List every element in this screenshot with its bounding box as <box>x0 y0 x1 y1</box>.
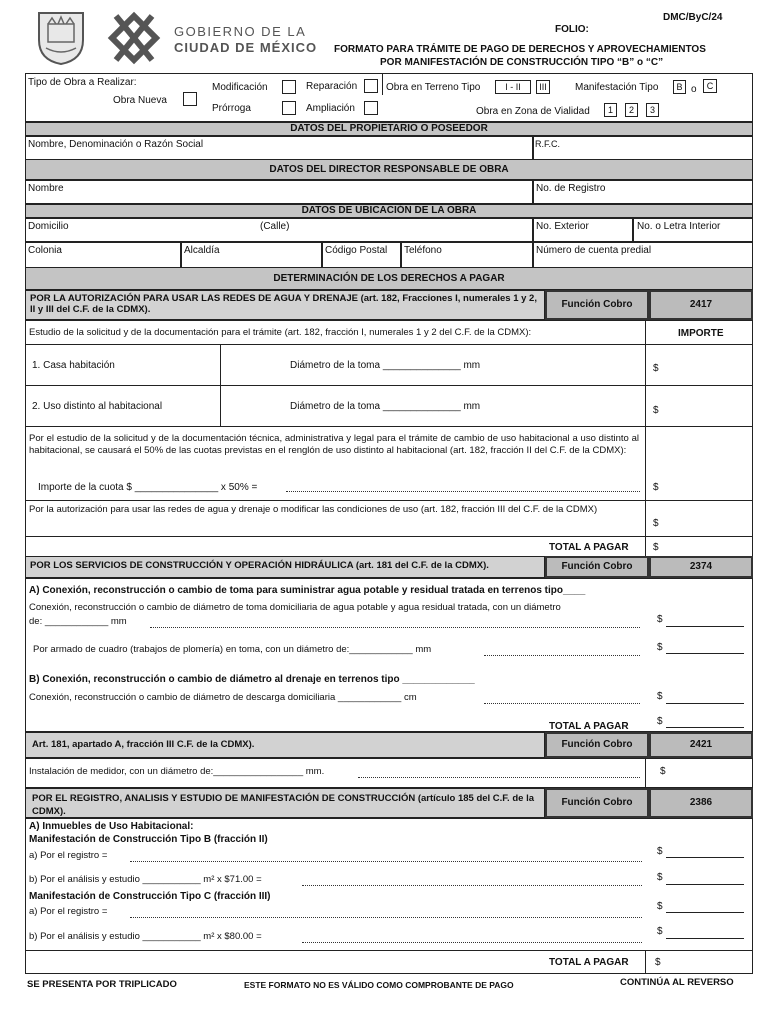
s4-analisis-b-field[interactable]: b) Por el análisis y estudio ___________ m² x $71.00 = <box>29 874 262 885</box>
s4-registro-c: a) Por el registro = <box>29 906 108 917</box>
form-title-2: POR MANIFESTACIÓN DE CONSTRUCCIÓN TIPO “B” o “C” <box>380 57 664 68</box>
s2-funcion-cobro: Función Cobro <box>545 556 649 578</box>
folio-label: FOLIO: <box>555 24 589 35</box>
s1-title: POR LA AUTORIZACIÓN PARA USAR LAS REDES DE AGUA Y DRENAJE (art. 182, Fracciones I, numerales 1 y 2, II y III del C.F. de la CDMX). <box>30 293 537 315</box>
s4-funcion-cobro: Función Cobro <box>545 788 649 818</box>
s1-total-label: TOTAL A PAGAR <box>549 542 629 553</box>
casa-habitacion-label: 1. Casa habitación <box>32 360 115 371</box>
vialidad-1-box[interactable]: 1 <box>604 103 617 117</box>
director-header: DATOS DEL DIRECTOR RESPONSABLE DE OBRA <box>25 160 753 180</box>
s3-dollar: $ <box>660 766 666 777</box>
s2-dollar-3: $ <box>657 691 663 702</box>
ubicacion-header: DATOS DE UBICACIÓN DE LA OBRA <box>25 204 753 218</box>
terreno-tipo-3-box[interactable]: III <box>536 80 550 94</box>
domicilio-label: Domicilio <box>28 221 69 232</box>
prorroga-label: Prórroga <box>212 103 251 114</box>
s4-dollar-1: $ <box>657 846 663 857</box>
cuenta-predial-label: Número de cuenta predial <box>536 245 652 256</box>
no-exterior-label: No. Exterior <box>536 221 589 232</box>
s1-dollar-3: $ <box>653 482 659 493</box>
s4-code: 2386 <box>649 788 753 818</box>
s1-total-dollar: $ <box>653 542 659 553</box>
propietario-header: DATOS DEL PROPIETARIO O POSEEDOR <box>25 122 753 136</box>
cdmx-knot-logo <box>106 8 162 68</box>
obra-nueva-label: Obra Nueva <box>113 95 167 106</box>
ampliacion-label: Ampliación <box>306 103 355 114</box>
manifestacion-b-box[interactable]: B <box>673 80 686 94</box>
s3-code: 2421 <box>649 732 753 758</box>
s2-b1-field[interactable]: Conexión, reconstrucción o cambio de diámetro de descarga domiciliaria ____________ cm <box>29 692 417 703</box>
medidor-field[interactable]: Instalación de medidor, con un diámetro de:_________________ mm. <box>29 766 325 777</box>
s1-funcion-cobro: Función Cobro <box>545 290 649 320</box>
uso-distinto-label: 2. Uso distinto al habitacional <box>32 401 163 412</box>
calle-label: (Calle) <box>260 221 290 232</box>
propietario-rfc-field[interactable] <box>533 136 753 160</box>
s2-total-label: TOTAL A PAGAR <box>549 721 629 732</box>
codigo-postal-label: Código Postal <box>325 245 388 256</box>
no-interior-label: No. o Letra Interior <box>637 221 721 232</box>
footer-triplicado: SE PRESENTA POR TRIPLICADO <box>27 979 177 990</box>
autorizacion-redes-paragraph: Por la autorización para usar las redes de agua y drenaje o modificar las condiciones de uso (art. 182, fracción III del C.F. de la CDMX) <box>29 504 598 515</box>
reparacion-checkbox[interactable] <box>364 79 378 93</box>
director-registro-label: No. de Registro <box>536 183 606 194</box>
s2-code: 2374 <box>649 556 753 578</box>
propietario-nombre-label: Nombre, Denominación o Razón Social <box>28 139 204 150</box>
s4-registro-b: a) Por el registro = <box>29 850 108 861</box>
alcaldia-label: Alcaldía <box>184 245 220 256</box>
terreno-label: Obra en Terreno Tipo <box>386 82 481 93</box>
s2-a1-diametro-field[interactable]: de: ____________ mm <box>29 616 127 627</box>
uso-diametro-field[interactable]: Diámetro de la toma ______________ mm <box>290 401 481 412</box>
propietario-rfc-label: R.F.C. <box>535 139 561 149</box>
director-nombre-label: Nombre <box>28 183 64 194</box>
s4-tipo-b-heading: Manifestación de Construcción Tipo B (fracción II) <box>29 834 268 845</box>
s2-a2-field[interactable]: Por armado de cuadro (trabajos de plomería) en toma, con un diámetro de:____________ mm <box>33 644 432 655</box>
s2-title: POR LOS SERVICIOS DE CONSTRUCCIÓN Y OPERACIÓN HIDRÁULICA (art. 181 del C.F. de la CDMX). <box>30 560 489 571</box>
reparacion-label: Reparación <box>306 81 358 92</box>
footer-continua: CONTINÚA AL REVERSO <box>620 977 734 988</box>
casa-diametro-field[interactable]: Diámetro de la toma ______________ mm <box>290 360 481 371</box>
cambio-uso-paragraph: Por el estudio de la solicitud y de la documentación técnica, administrativa y legal para el trámite de cambio de uso habitacional a uso distinto al habitacional, se causará el 50% de las cuotas previstas en el renglón de uso distinto al habitacional (art. 182, fracción II del C.F. de la CDMX): <box>29 433 639 456</box>
vialidad-label: Obra en Zona de Vialidad <box>476 106 590 117</box>
modificacion-label: Modificación <box>212 82 268 93</box>
s4-title: POR EL REGISTRO, ANALISIS Y ESTUDIO DE MANIFESTACIÓN DE CONSTRUCCIÓN (artículo 185 del C.F. de la CDMX). <box>32 793 534 816</box>
director-nombre-field[interactable] <box>25 180 533 204</box>
tipo-obra-label: Tipo de Obra a Realizar: <box>28 77 137 88</box>
s4-dollar-4: $ <box>657 926 663 937</box>
modificacion-checkbox[interactable] <box>282 80 296 94</box>
cdmx-shield-logo <box>36 10 86 66</box>
manifestacion-c-box[interactable]: C <box>703 79 717 93</box>
determinacion-header: DETERMINACIÓN DE LOS DERECHOS A PAGAR <box>25 268 753 290</box>
vialidad-2-box[interactable]: 2 <box>625 103 638 117</box>
s4-dollar-2: $ <box>657 872 663 883</box>
manifestacion-o: o <box>691 84 697 95</box>
ampliacion-checkbox[interactable] <box>364 101 378 115</box>
s4-tipo-c-heading: Manifestación de Construcción Tipo C (fracción III) <box>29 891 271 902</box>
gov-line2: CIUDAD DE MÉXICO <box>174 40 318 55</box>
gov-line1: GOBIERNO DE LA <box>174 24 307 39</box>
telefono-label: Teléfono <box>404 245 442 256</box>
importe-header: IMPORTE <box>678 328 724 339</box>
vialidad-3-box[interactable]: 3 <box>646 103 659 117</box>
s1-dollar-1: $ <box>653 363 659 374</box>
footer-no-valido: ESTE FORMATO NO ES VÁLIDO COMO COMPROBANTE DE PAGO <box>244 980 514 990</box>
s2-a1-text: Conexión, reconstrucción o cambio de diámetro de toma domiciliaria de agua potable y agua residual tratada, con un diámetro <box>29 602 561 613</box>
s1-estudio-text: Estudio de la solicitud y de la documentación para el trámite (art. 182, fracción I, numerales 1 y 2 del C.F. de la CDMX): <box>29 327 532 338</box>
s3-title: Art. 181, apartado A, fracción III C.F. de la CDMX). <box>32 739 255 750</box>
colonia-label: Colonia <box>28 245 62 256</box>
s3-funcion-cobro: Función Cobro <box>545 732 649 758</box>
s2-dollar-1: $ <box>657 614 663 625</box>
s4-total-dollar: $ <box>655 957 661 968</box>
s4-total-label: TOTAL A PAGAR <box>549 957 629 968</box>
s4-a-heading: A) Inmuebles de Uso Habitacional: <box>29 821 194 832</box>
s1-dollar-4: $ <box>653 518 659 529</box>
s4-analisis-c-field[interactable]: b) Por el análisis y estudio ___________ m² x $80.00 = <box>29 931 262 942</box>
obra-nueva-checkbox[interactable] <box>183 92 197 106</box>
s4-dollar-3: $ <box>657 901 663 912</box>
s1-dollar-2: $ <box>653 405 659 416</box>
s2-dollar-2: $ <box>657 642 663 653</box>
form-title-1: FORMATO PARA TRÁMITE DE PAGO DE DERECHOS Y APROVECHAMIENTOS <box>334 44 706 55</box>
importe-cuota-field[interactable]: Importe de la cuota $ _______________ x 50% = <box>38 482 258 493</box>
s2-total-dollar: $ <box>657 716 663 727</box>
s2-a-heading: A) Conexión, reconstrucción o cambio de toma para suministrar agua potable y residual tratada en terrenos tipo____ <box>29 585 586 596</box>
manifestacion-label: Manifestación Tipo <box>575 82 659 93</box>
prorroga-checkbox[interactable] <box>282 101 296 115</box>
s1-code: 2417 <box>649 290 753 320</box>
doc-code: DMC/ByC/24 <box>663 12 723 23</box>
terreno-tipo-1-2-box[interactable]: I - II <box>495 80 531 94</box>
s2-b-heading: B) Conexión, reconstrucción o cambio de diámetro al drenaje en terrenos tipo _____________ <box>29 674 475 685</box>
